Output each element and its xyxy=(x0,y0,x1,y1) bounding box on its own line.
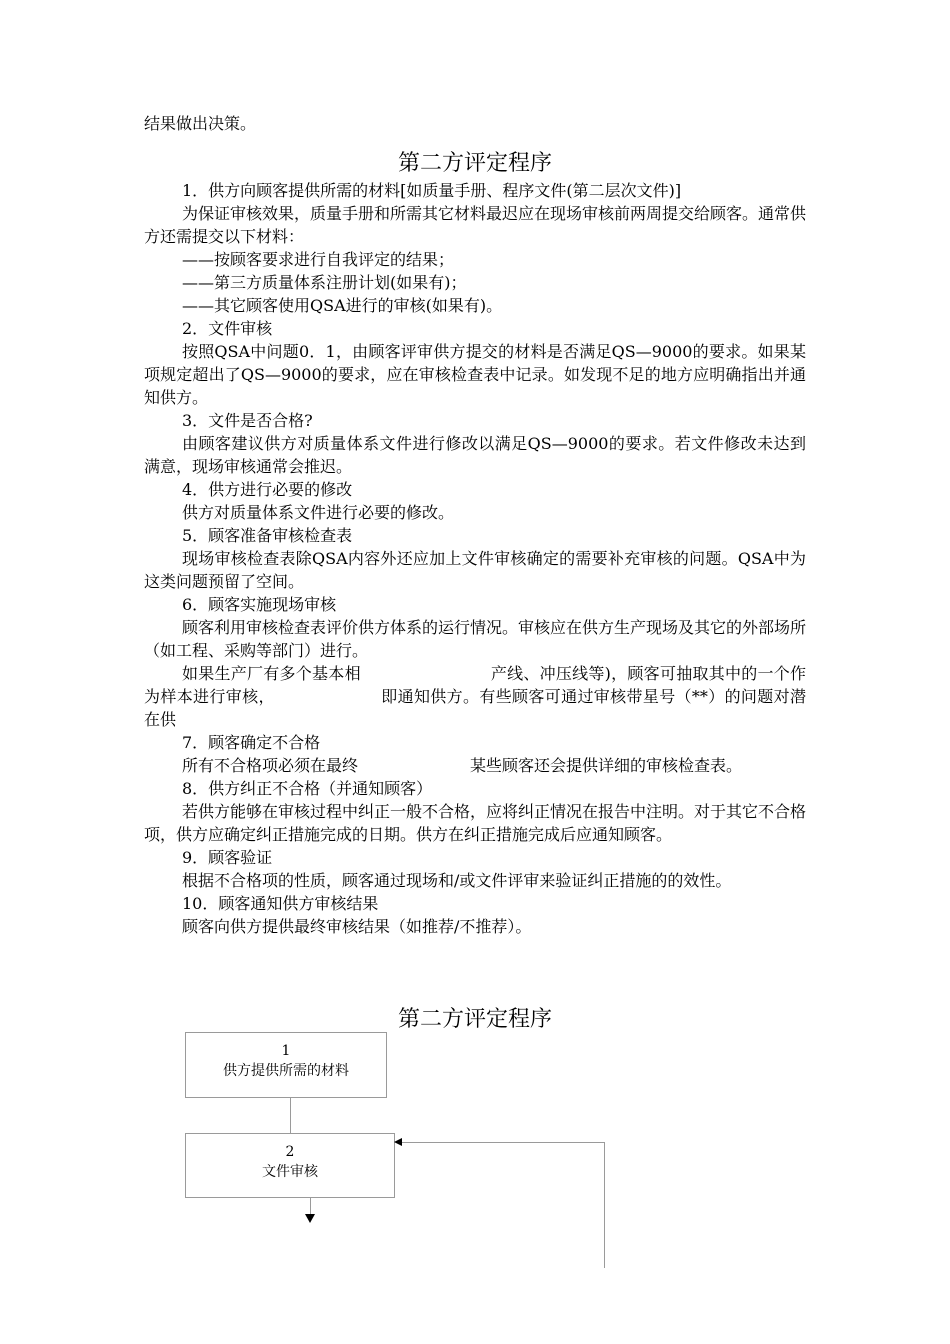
item-10-head: 10．顾客通知供方审核结果 xyxy=(182,894,379,913)
flowchart-box-1-number: 1 xyxy=(281,1043,291,1059)
body-text xyxy=(144,112,806,938)
flowchart-box-2-number: 2 xyxy=(285,1144,295,1160)
flowchart-box-2 xyxy=(185,1133,395,1198)
flowchart-box-2-label: 文件审核 xyxy=(262,1164,318,1180)
item-8-body: 若供方能够在审核过程中纠正一般不合格，应将纠正情况在报告中注明。对于其它不合格项，供方应确定纠正措施完成的日期。供方在纠正措施完成后应通知顾客。 xyxy=(144,802,807,844)
flowchart-loop-horizontal xyxy=(402,1142,604,1143)
item-5-body: 现场审核检查表除QSA内容外还应加上文件审核确定的需要补充审核的问题。QSA中为这类问题预留了空间。 xyxy=(144,549,806,591)
item-3-body: 由顾客建议供方对质量体系文件进行修改以满足QS—9000的要求。若文件修改未达到满意，现场审核通常会推迟。 xyxy=(144,434,806,476)
item-7-body: 所有不合格项必须在最终 某些顾客还会提供详细的审核检查表。 xyxy=(182,756,743,775)
arrow-down-icon xyxy=(305,1214,315,1223)
section-title: 第二方评定程序 xyxy=(397,151,552,176)
flowchart-connector-down xyxy=(310,1198,311,1214)
item-3-head: 3．文件是否合格? xyxy=(182,411,313,430)
item-6-head: 6．顾客实施现场审核 xyxy=(182,595,337,614)
item-9-body: 根据不合格项的性质，顾客通过现场和/或文件评审来验证纠正措施的的效性。 xyxy=(182,871,732,890)
item-6-body: 顾客利用审核检查表评价供方体系的运行情况。审核应在供方生产现场及其它的外部场所（如工程、采购等部门）进行。 xyxy=(144,618,807,660)
item-8-head: 8．供方纠正不合格（并通知顾客） xyxy=(182,779,433,798)
arrow-left-icon xyxy=(394,1138,402,1146)
item-10-body: 顾客向供方提供最终审核结果（如推荐/不推荐）。 xyxy=(182,917,532,936)
item-6-body-2: 如果生产厂有多个基本相 产线、冲压线等)，顾客可抽取其中的一个作为样本进行审核， 即通知供方。有些顾客可通过审核带星号（**）的问题对潜在供 xyxy=(144,664,806,729)
flowchart-loop-vertical xyxy=(604,1142,605,1268)
item-7-head: 7．顾客确定不合格 xyxy=(182,733,321,752)
item-2-head: 2．文件审核 xyxy=(182,319,273,338)
item-1-body: 为保证审核效果，质量手册和所需其它材料最迟应在现场审核前两周提交给顾客。通常供方还需提交以下材料： xyxy=(144,204,807,246)
flowchart-box-1-label: 供方提供所需的材料 xyxy=(223,1063,349,1079)
item-2-body: 按照QSA中问题0．1，由顾客评审供方提交的材料是否满足QS—9000的要求。如果某项规定超出了QS—9000的要求，应在审核检查表中记录。如发现不足的地方应明确指出并通知供方。 xyxy=(144,342,806,407)
flowchart-box-1 xyxy=(185,1032,387,1098)
flowchart-connector-1-2 xyxy=(290,1098,291,1133)
item-4-body: 供方对质量体系文件进行必要的修改。 xyxy=(182,503,455,522)
flowchart-title: 第二方评定程序 xyxy=(397,1007,552,1032)
item-1-dash-2: ——第三方质量体系注册计划(如果有)； xyxy=(182,273,467,292)
item-1-dash-1: ——按顾客要求进行自我评定的结果； xyxy=(182,250,455,269)
item-1-head: 1．供方向顾客提供所需的材料[如质量手册、程序文件(第二层次文件)] xyxy=(182,181,682,200)
item-4-head: 4．供方进行必要的修改 xyxy=(182,480,353,499)
item-9-head: 9．顾客验证 xyxy=(182,848,273,867)
intro-line: 结果做出决策。 xyxy=(144,114,257,133)
item-5-head: 5．顾客准备审核检查表 xyxy=(182,526,353,545)
item-1-dash-3: ——其它顾客使用QSA进行的审核(如果有)。 xyxy=(182,296,503,315)
